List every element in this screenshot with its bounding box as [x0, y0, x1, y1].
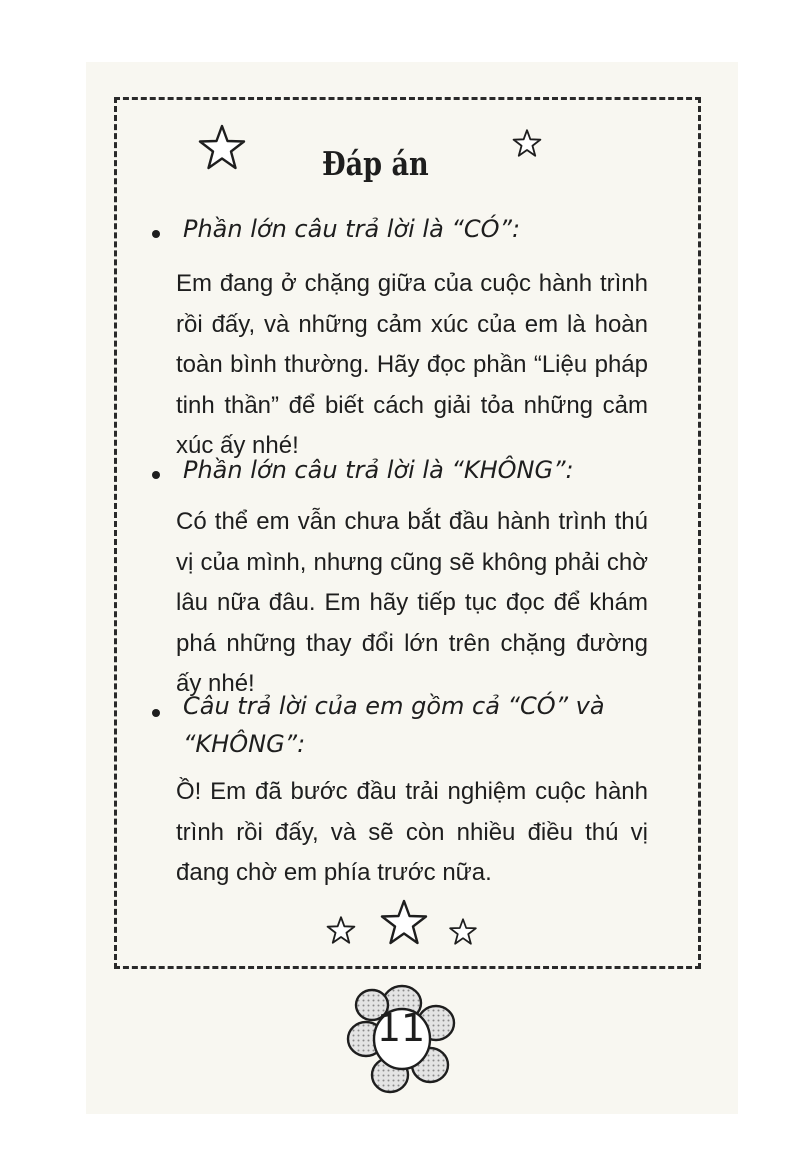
bullet-dot: [152, 230, 160, 238]
section-heading-line1: Câu trả lời của em gồm cả “CÓ” và: [183, 692, 605, 720]
section-body: Có thể em vẫn chưa bắt đầu hành trình thú vị của mình, nhưng cũng sẽ không phải chờ lâu nữa đâu. Em hãy tiếp tục đọc để khám phá những thay đổi lớn trên chặng đường ấy nhé!: [176, 508, 648, 697]
star-icon: [512, 129, 542, 157]
section-body: Ồ! Em đã bước đầu trải nghiệm cuộc hành trình rồi đấy, và sẽ còn nhiều điều thú vị đang chờ em phía trước nữa.: [176, 778, 648, 886]
star-icon: [380, 899, 428, 945]
section-heading: Phần lớn câu trả lời là “CÓ”:: [183, 215, 521, 243]
page-title: Đáp án: [322, 144, 429, 183]
section-heading: Phần lớn câu trả lời là “KHÔNG”:: [183, 456, 574, 484]
section-body: Em đang ở chặng giữa của cuộc hành trình rồi đấy, và những cảm xúc của em là hoàn toàn bình thường. Hãy đọc phần “Liệu pháp tinh thần” để biết cách giải tỏa những cảm xúc ấy nhé!: [176, 270, 648, 459]
bullet-dot: [152, 471, 160, 479]
bullet-dot: [152, 709, 160, 717]
star-icon: [326, 916, 356, 944]
page-number: 11: [376, 1006, 426, 1050]
star-icon: [198, 124, 246, 170]
section-heading-line2: “KHÔNG”:: [183, 730, 306, 758]
star-icon: [449, 918, 477, 945]
